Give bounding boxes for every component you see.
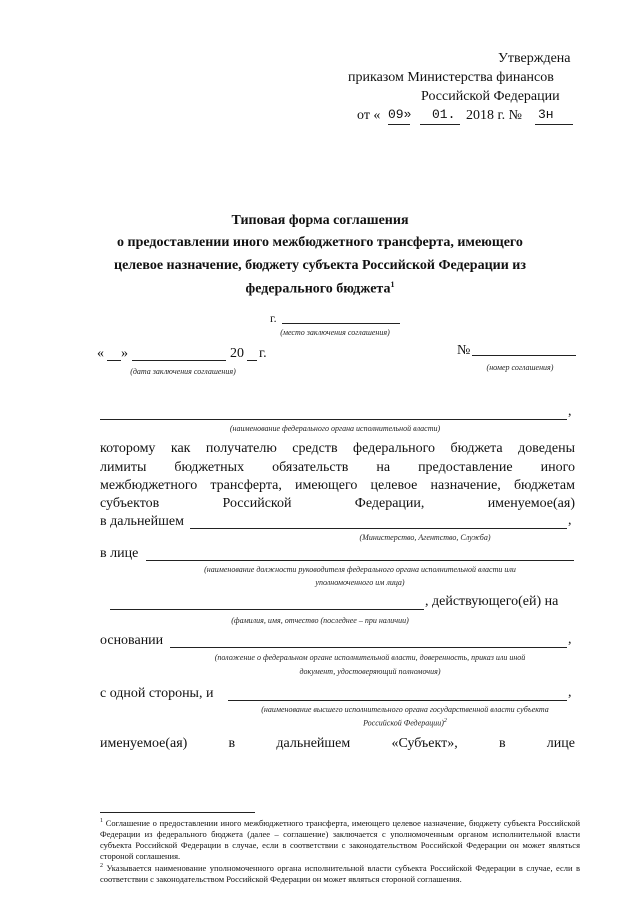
title-line4-text: федерального бюджета	[245, 281, 391, 297]
title-line2: о предоставлении иного межбюджетного трансферта, имеющего	[117, 235, 523, 250]
number-caption: (номер соглашения)	[486, 363, 554, 372]
place-field[interactable]	[282, 323, 400, 324]
date-caption: (дата заключения соглашения)	[130, 367, 236, 376]
further-comma: ,	[568, 513, 572, 528]
acting-label: , действующего(ей) на	[425, 594, 559, 609]
subject-caption-2	[215, 718, 595, 728]
approval-year: 2018 г. №	[466, 108, 523, 123]
one-side-label: с одной стороны, и	[100, 686, 214, 701]
fio-caption: (фамилия, имя, отчество (последнее – при наличии)	[231, 616, 409, 625]
footnote-1-ref: 1	[100, 818, 103, 824]
title-line1: Типовая форма соглашения	[231, 213, 409, 228]
basis-comma: ,	[568, 632, 572, 647]
date-year-field[interactable]	[247, 360, 257, 361]
title-line4	[0, 280, 640, 298]
date-quote-close: »	[121, 346, 128, 361]
approval-month: 01.	[432, 107, 456, 122]
para-line3: межбюджетного трансферта, имеющего целевое назначение, бюджетам	[100, 478, 575, 493]
last-line: именуемое(ая) в дальнейшем «Субъект», в лице	[100, 736, 575, 751]
basis-label: основании	[100, 633, 164, 648]
basis-caption-2: документ, удостоверяющий полномочия)	[299, 667, 441, 676]
basis-caption-1: (положение о федеральном органе исполнительной власти, доверенность, приказ или иной	[214, 653, 526, 662]
person-field[interactable]	[146, 560, 574, 561]
date-year-suffix: г.	[259, 346, 267, 361]
place-caption: (место заключения соглашения)	[280, 328, 390, 337]
approval-line3: Российской Федерации	[421, 89, 560, 104]
further-label: в дальнейшем	[100, 514, 184, 529]
person-caption-2: уполномоченного им лица)	[315, 578, 405, 587]
date-quote-open: «	[97, 346, 104, 361]
number-sign: №	[457, 343, 471, 358]
one-side-comma: ,	[568, 685, 572, 700]
subject-caption-2-text: Российской Федерации)	[363, 718, 444, 728]
place-prefix: г.	[270, 311, 277, 325]
further-caption: (Министерство, Агентство, Служба)	[359, 533, 491, 542]
approval-number: 3н	[538, 107, 554, 122]
subject-body-field[interactable]	[228, 700, 567, 701]
approval-line2: приказом Министерства финансов	[348, 70, 554, 85]
approval-day: 09»	[388, 107, 412, 122]
date-year-text: 20	[230, 346, 244, 361]
footnote-1-text: Соглашение о предоставлении иного межбюджетного трансферта, имеющего целевое назначение, бюджету субъекта Российской Федерации из федерального бюджета (далее – соглашение) заключается с уполномоченным органом исполнительной власти субъекта Российской Федерации в случае, если в соответствии с законодательством Российской Федерации он может являться стороной соглашения.	[100, 817, 580, 861]
number-field[interactable]	[472, 355, 576, 356]
footnote-divider	[100, 812, 255, 813]
title-footnote-ref: 1	[390, 280, 395, 289]
further-field[interactable]	[190, 528, 567, 529]
approval-date-prefix: от «	[357, 108, 381, 123]
person-label: в лице	[100, 546, 139, 561]
para-line1: которому как получателю средств федерального бюджета доведены	[100, 441, 575, 456]
para-line2: лимиты бюджетных обязательств на предоставление иного	[100, 460, 575, 475]
org-field[interactable]	[100, 419, 567, 420]
footnote-1	[100, 816, 580, 862]
basis-field[interactable]	[170, 647, 567, 648]
footnote-2-ref: 2	[100, 863, 103, 869]
org-caption: (наименование федерального органа исполнительной власти)	[229, 424, 441, 433]
footnote-2-text: Указывается наименование уполномоченного органа исполнительной власти субъекта Российской Федерации в случае, если в соответствии с законодательством Российской Федерации он может являться стороной соглашения.	[100, 862, 580, 884]
subject-footnote-ref: 2	[443, 718, 447, 724]
subject-caption-1: (наименование высшего исполнительного органа государственной власти субъекта	[261, 705, 549, 714]
date-day-field[interactable]	[107, 360, 121, 361]
fio-field[interactable]	[110, 609, 424, 610]
footnote-2	[100, 861, 580, 885]
para-line4: субъектов Российской Федерации, именуемое(ая)	[100, 496, 575, 511]
date-month-field[interactable]	[132, 360, 226, 361]
approval-line1: Утверждена	[498, 51, 571, 66]
person-caption-1: (наименование должности руководителя федерального органа исполнительной власти или	[204, 565, 516, 574]
title-line3: целевое назначение, бюджету субъекта Российской Федерации из	[114, 258, 526, 273]
org-comma: ,	[568, 404, 572, 419]
